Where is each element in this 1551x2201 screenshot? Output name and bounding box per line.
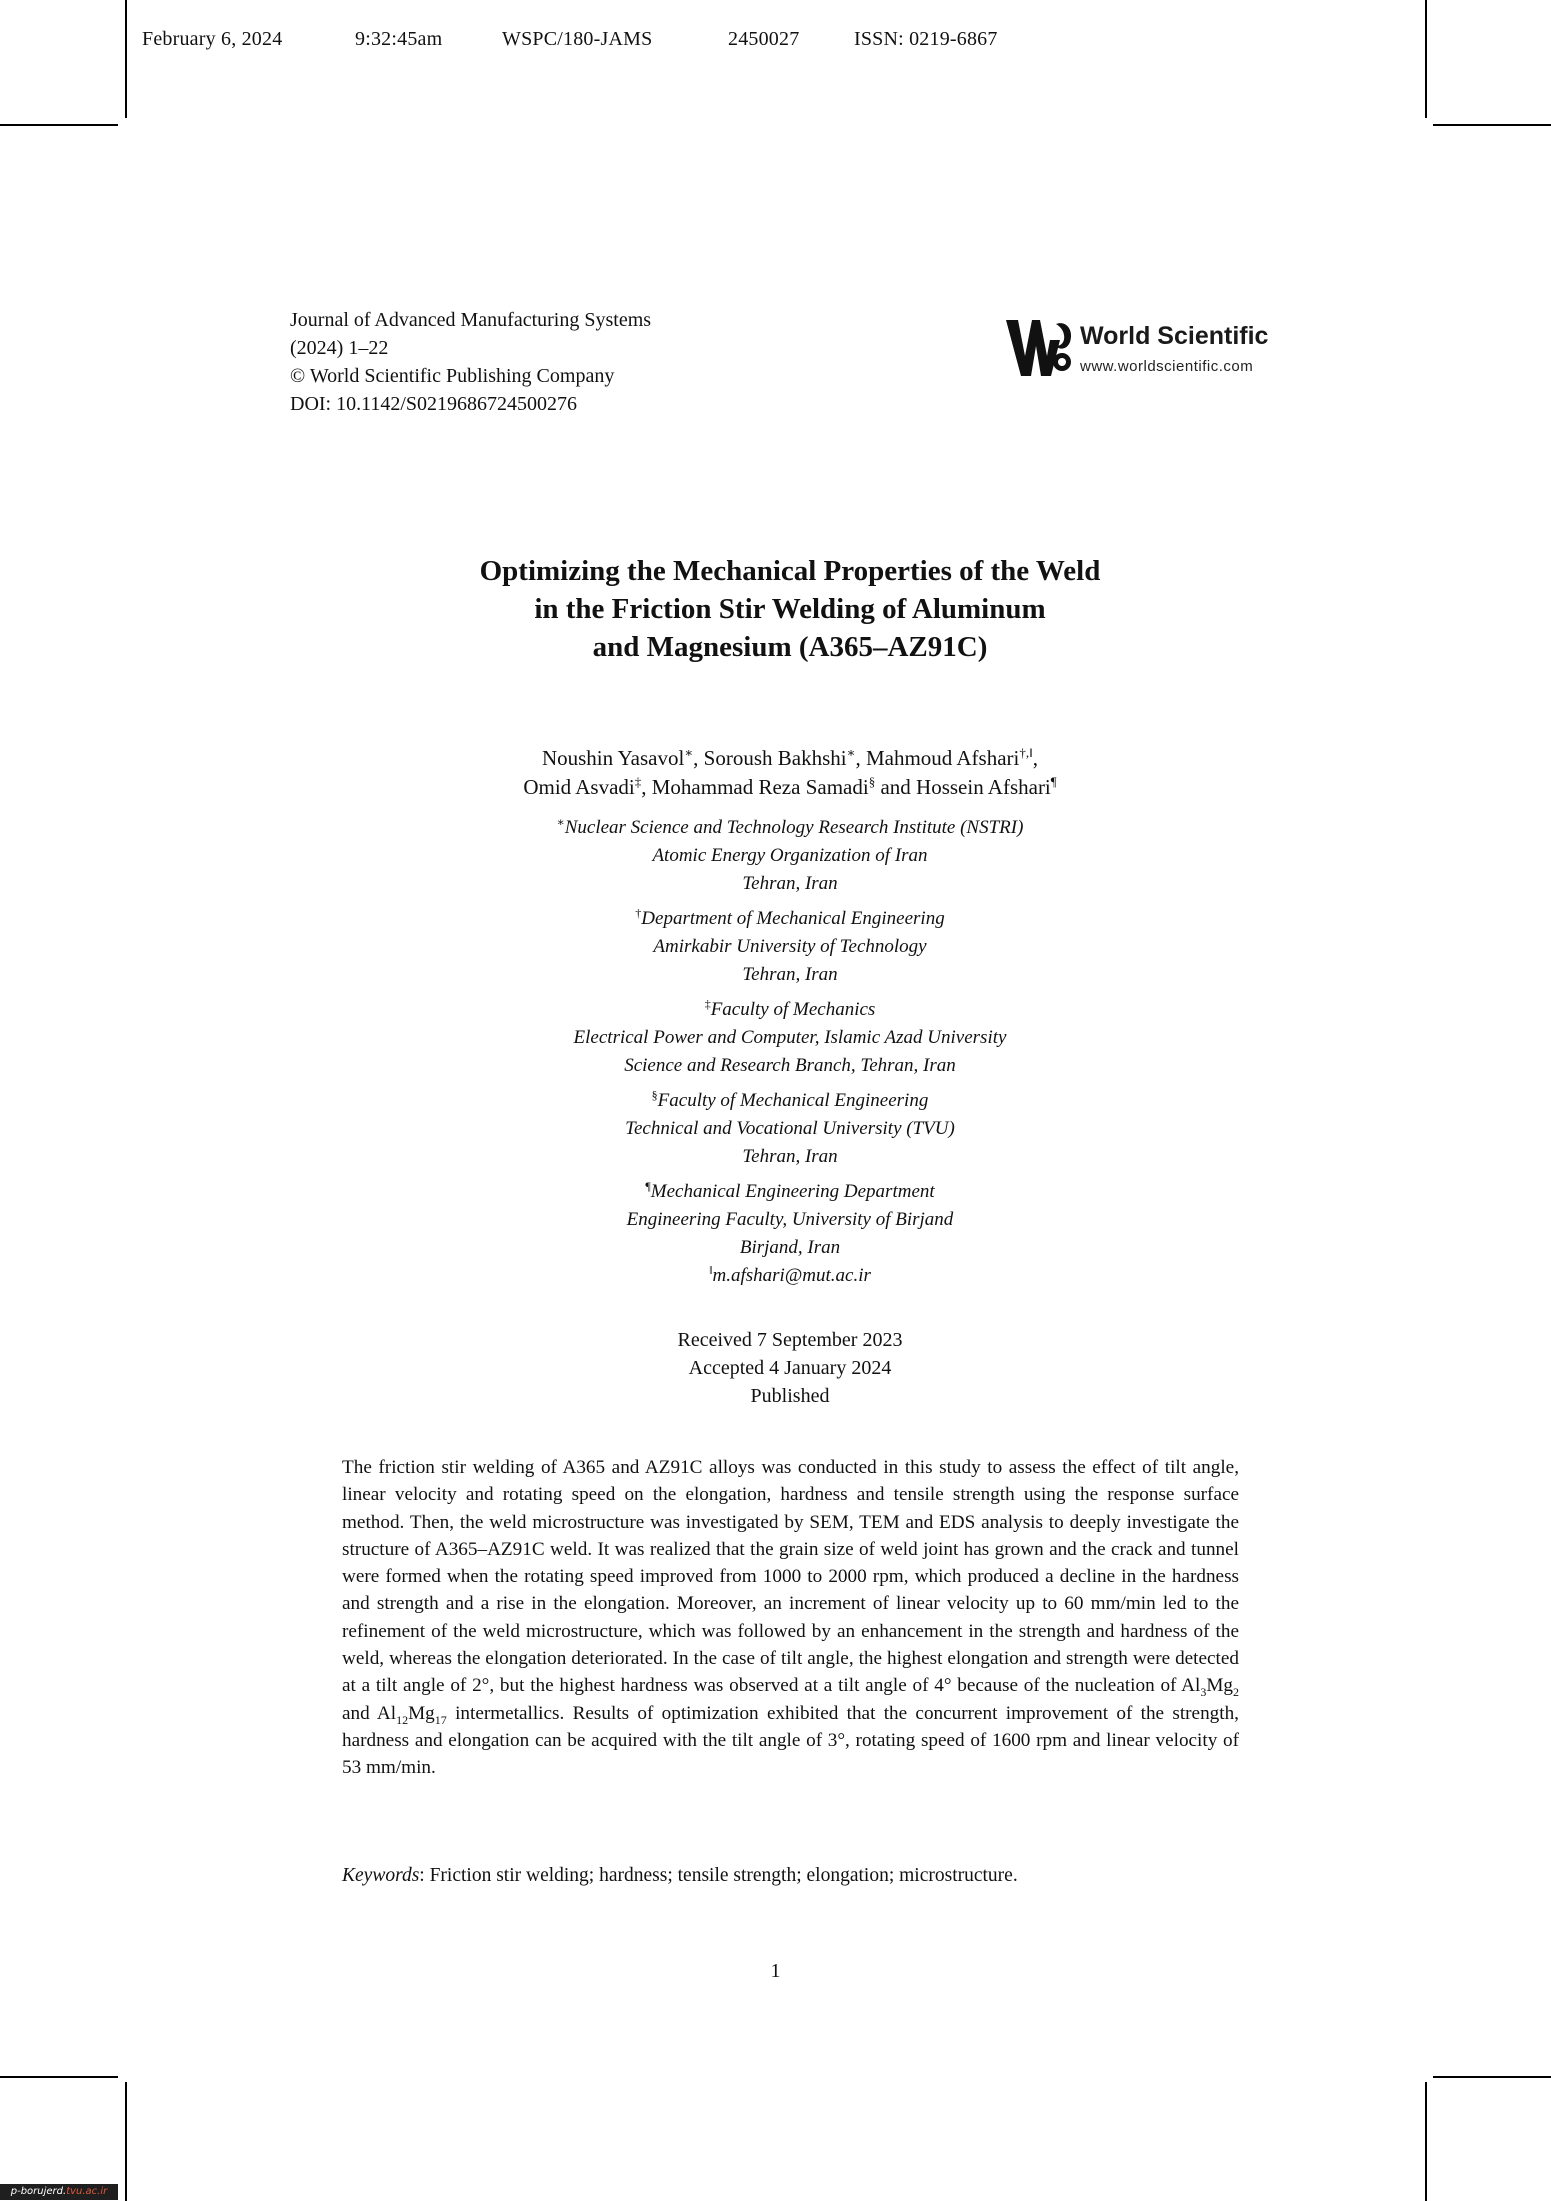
page-number: 1: [770, 1960, 781, 1982]
affiliation-line: Amirkabir University of Technology: [653, 936, 927, 957]
article-dates: [300, 1326, 1280, 1410]
affiliation-line: Electrical Power and Computer, Islamic Azad University: [573, 1027, 1007, 1048]
affiliation: [300, 814, 1280, 898]
author-name: Mahmoud Afshari: [865, 746, 1020, 770]
affiliation-line: Mechanical Engineering Department: [650, 1181, 935, 1202]
world-scientific-logo-icon: [1004, 316, 1074, 380]
affiliation-line: Science and Research Branch, Tehran, Iran: [624, 1055, 956, 1076]
header-time: 9:32:45am: [355, 28, 443, 50]
crop-mark-bottom-left-v: [125, 2082, 127, 2201]
watermark-prefix: p-borujerd.: [10, 2186, 67, 2197]
journal-doi[interactable]: DOI: 10.1142/S0219686724500276: [290, 393, 578, 415]
author-separator: ,: [693, 746, 704, 770]
source-watermark: [0, 2184, 118, 2200]
header-article-code: 2450027: [728, 28, 800, 50]
paper-title: [300, 552, 1280, 666]
crop-mark-bottom-left-h: [0, 2076, 118, 2078]
author-separator: ,: [1032, 746, 1039, 770]
author-mark: ‡: [634, 774, 642, 789]
crop-mark-top-left-h: [0, 124, 118, 126]
keywords-label: Keywords: [342, 1865, 420, 1886]
journal-volume-pages: (2024) 1–22: [290, 337, 389, 359]
affiliation-line: Birjand, Iran: [739, 1237, 841, 1258]
affiliation: [300, 905, 1280, 989]
affiliation-line: Faculty of Mechanical Engineering: [657, 1090, 929, 1111]
crop-mark-top-left-v: [125, 0, 127, 118]
corresponding-email[interactable]: [300, 1262, 1280, 1290]
affiliation-line: Engineering Faculty, University of Birjand: [626, 1209, 954, 1230]
affiliation-mark: §: [651, 1088, 658, 1102]
affiliation-mark: ‡: [704, 997, 711, 1011]
author-name: Soroush Bakhshi: [703, 746, 847, 770]
journal-name: Journal of Advanced Manufacturing Systems: [290, 309, 652, 331]
keywords: [342, 1862, 1239, 1889]
affiliation-line: Atomic Energy Organization of Iran: [652, 845, 928, 866]
keywords-text: : Friction stir welding; hardness; tensile strength; elongation; microstructure.: [419, 1865, 1018, 1886]
affiliation-line: Technical and Vocational University (TVU): [625, 1118, 955, 1139]
author-line: [300, 773, 1280, 802]
crop-mark-bottom-right-h: [1433, 2076, 1551, 2078]
watermark-highlight: tvu.ac.ir: [66, 2186, 108, 2197]
author-mark: ¶: [1050, 774, 1057, 789]
affiliation-line: Tehran, Iran: [742, 964, 838, 985]
abstract-text: The friction stir welding of A365 and AZ91C alloys was conducted in this study to assess the effect of tilt angle, linear velocity and rotating speed on the elongation, hardness and tensile strength using the response surface method. Then, the weld microstructure was investigated by SEM, TEM and EDS analysis to deeply investigate the structure of A365–AZ91C weld. It was realized that the grain size of weld joint has grown and the crack and tunnel were formed when the rotating speed improved from 1000 to 2000 rpm, which produced a decline in the hardness and strength and a rise in the elongation. Moreover, an increment of linear velocity up to 60 mm/min led to the refinement of the weld microstructure, which was followed by an enhancement in the strength and hardness of the weld, whereas the elongation deteriorated. In the case of tilt angle, the highest elongation and strength were detected at a tilt angle of 2°, but the highest hardness was observed at a tilt angle of 4° because of the nucleation of $Al_3Mg_2$ and $Al_{12}Mg_{17}$ intermetallics. Results of optimization exhibited that the concurrent improvement of the strength, hardness and elongation can be acquired with the tilt angle of 3°, rotating speed of 1600 rpm and linear velocity of 53 mm/min.: [342, 1457, 1239, 1779]
world-scientific-logo[interactable]: [1004, 316, 1304, 380]
title-line: in the Friction Stir Welding of Aluminum: [534, 593, 1046, 625]
affiliation-line: Faculty of Mechanics: [710, 999, 876, 1020]
abstract: [342, 1454, 1239, 1782]
author-name: Omid Asvadi: [523, 775, 635, 799]
crop-mark-top-right-v: [1425, 0, 1427, 118]
journal-copyright: © World Scientific Publishing Company: [290, 365, 615, 387]
header-date: February 6, 2024: [142, 28, 283, 50]
affiliation-line: Nuclear Science and Technology Research Institute (NSTRI): [564, 817, 1024, 838]
accepted-date: Accepted 4 January 2024: [688, 1357, 892, 1379]
author-line: [300, 744, 1280, 773]
header-publisher-code: WSPC/180-JAMS: [502, 28, 653, 50]
author-name: Hossein Afshari: [916, 775, 1051, 799]
crop-mark-top-right-h: [1433, 124, 1551, 126]
published-date: Published: [750, 1385, 830, 1407]
author-separator: ,: [641, 775, 652, 799]
logo-name: World Scientific: [1080, 322, 1269, 350]
affiliation-list: [300, 814, 1280, 1290]
logo-url[interactable]: www.worldscientific.com: [1080, 358, 1254, 375]
affiliation-line: Department of Mechanical Engineering: [641, 908, 945, 929]
crop-mark-bottom-right-v: [1425, 2082, 1427, 2201]
journal-info: [290, 306, 651, 418]
author-separator: ,: [855, 746, 866, 770]
affiliation: [300, 1178, 1280, 1290]
affiliation-mark: ∗: [556, 815, 565, 829]
received-date: Received 7 September 2023: [677, 1329, 903, 1351]
affiliation-mark: †: [635, 906, 642, 920]
author-separator: and: [875, 775, 917, 799]
affiliation-mark: ¶: [645, 1179, 651, 1193]
header-issn: ISSN: 0219-6867: [854, 28, 998, 50]
author-list: [300, 744, 1280, 802]
affiliation: [300, 996, 1280, 1080]
title-line: Optimizing the Mechanical Properties of the Weld: [479, 555, 1101, 587]
author-name: Mohammad Reza Samadi: [651, 775, 869, 799]
author-mark: §: [868, 774, 876, 789]
affiliation: [300, 1087, 1280, 1171]
author-mark: ∗: [684, 745, 694, 760]
affiliation-line: Tehran, Iran: [742, 873, 838, 894]
email-address[interactable]: m.afshari@mut.ac.ir: [712, 1265, 871, 1286]
affiliation-line: Tehran, Iran: [742, 1146, 838, 1167]
author-mark: ∗: [846, 745, 856, 760]
affiliation-mark: ‖: [709, 1263, 713, 1277]
author-mark: †,‖: [1019, 745, 1033, 760]
author-name: Noushin Yasavol: [541, 746, 685, 770]
title-line: and Magnesium (A365–AZ91C): [592, 631, 988, 663]
